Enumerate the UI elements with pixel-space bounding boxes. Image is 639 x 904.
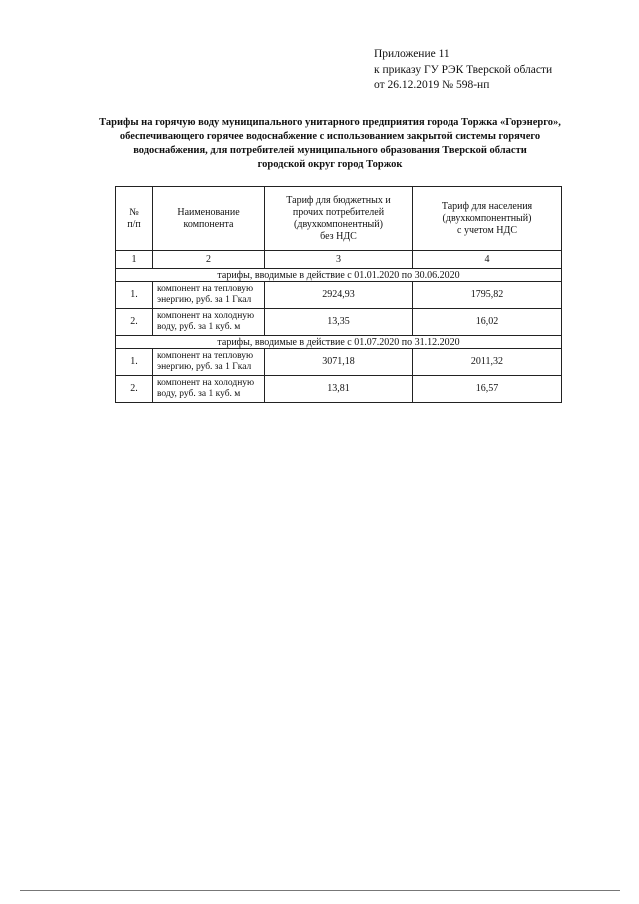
- title-line: городской округ город Торжок: [257, 159, 403, 170]
- title-line: Тарифы на горячую воду муниципального унитарного предприятия города Торжка «Горэнерго»,: [99, 117, 561, 128]
- table-row: [116, 309, 562, 336]
- period-row: [116, 336, 562, 349]
- header-num: № п/п: [116, 187, 153, 251]
- row-name: компонент на тепловую энергию, руб. за 1 Гкал: [153, 349, 265, 376]
- row-tariff-population: 16,57: [413, 376, 562, 403]
- table-row: [116, 376, 562, 403]
- row-tariff-budget: 2924,93: [265, 282, 413, 309]
- tariff-table: [115, 186, 562, 403]
- row-tariff-budget: 13,81: [265, 376, 413, 403]
- period-row: [116, 269, 562, 282]
- column-number-row: [116, 251, 562, 269]
- column-number: 1: [116, 251, 153, 269]
- header-name: Наименование компонента: [153, 187, 265, 251]
- row-num: 2.: [116, 376, 153, 403]
- footer-divider: [20, 890, 620, 891]
- row-num: 1.: [116, 349, 153, 376]
- column-number: 4: [413, 251, 562, 269]
- appendix-line: к приказу ГУ РЭК Тверской области: [374, 63, 553, 76]
- title-line: водоснабжения, для потребителей муниципального образования Тверской области: [133, 145, 527, 156]
- row-name: компонент на тепловую энергию, руб. за 1 Гкал: [153, 282, 265, 309]
- row-tariff-budget: 13,35: [265, 309, 413, 336]
- header-tariff-population: Тариф для населения (двухкомпонентный) с учетом НДС: [413, 187, 562, 251]
- table-row: [116, 349, 562, 376]
- title-line: обеспечивающего горячее водоснабжение с использованием закрытой системы горячего: [119, 131, 541, 142]
- row-tariff-budget: 3071,18: [265, 349, 413, 376]
- period-label: тарифы, вводимые в действие с 01.01.2020 по 30.06.2020: [116, 269, 562, 282]
- row-name: компонент на холодную воду, руб. за 1 куб. м: [153, 309, 265, 336]
- row-num: 1.: [116, 282, 153, 309]
- document-title: [80, 116, 580, 172]
- period-label: тарифы, вводимые в действие с 01.07.2020 по 31.12.2020: [116, 336, 562, 349]
- appendix-line: от 26.12.2019 № 598-нп: [374, 79, 490, 91]
- row-tariff-population: 1795,82: [413, 282, 562, 309]
- column-number: 2: [153, 251, 265, 269]
- header-tariff-budget: Тариф для бюджетных и прочих потребителей (двухкомпонентный) без НДС: [265, 187, 413, 251]
- appendix-reference: [374, 47, 614, 94]
- row-name: компонент на холодную воду, руб. за 1 куб. м: [153, 376, 265, 403]
- column-number: 3: [265, 251, 413, 269]
- row-tariff-population: 2011,32: [413, 349, 562, 376]
- row-tariff-population: 16,02: [413, 309, 562, 336]
- appendix-line: Приложение 11: [374, 48, 450, 60]
- row-num: 2.: [116, 309, 153, 336]
- table-header-row: [116, 187, 562, 251]
- table-row: [116, 282, 562, 309]
